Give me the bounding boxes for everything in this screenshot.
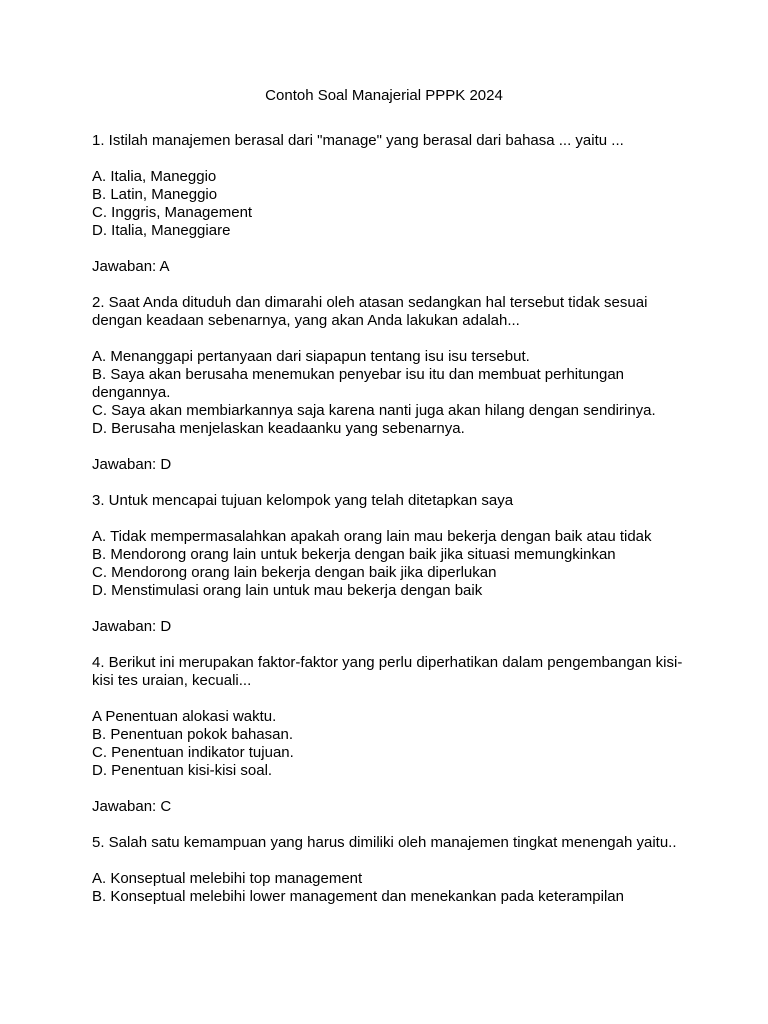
question-text: 4. Berikut ini merupakan faktor-faktor yang perlu diperhatikan dalam pengembangan kisi-kisi tes uraian, kecuali... <box>92 654 683 689</box>
option-c: C. Inggris, Management <box>92 204 253 221</box>
question-5-options <box>92 870 692 906</box>
option-d: D. Penentuan kisi-kisi soal. <box>92 762 273 779</box>
option-a: A. Menanggapi pertanyaan dari siapapun tentang isu isu tersebut. <box>92 348 530 365</box>
question-2-options <box>92 348 692 438</box>
option-d: D. Italia, Maneggiare <box>92 222 231 239</box>
option-a: A Penentuan alokasi waktu. <box>92 708 277 725</box>
question-text: 5. Salah satu kemampuan yang harus dimiliki oleh manajemen tingkat menengah yaitu.. <box>92 834 677 851</box>
option-c: C. Saya akan membiarkannya saja karena nanti juga akan hilang dengan sendirinya. <box>92 402 656 419</box>
option-c: C. Penentuan indikator tujuan. <box>92 744 294 761</box>
question-text: 1. Istilah manajemen berasal dari "manage" yang berasal dari bahasa ... yaitu ... <box>92 132 624 149</box>
answer-text: Jawaban: D <box>92 456 172 473</box>
answer-text: Jawaban: C <box>92 798 172 815</box>
option-d: D. Menstimulasi orang lain untuk mau bekerja dengan baik <box>92 582 483 599</box>
option-c: C. Mendorong orang lain bekerja dengan baik jika diperlukan <box>92 564 497 581</box>
question-3-options <box>92 528 692 600</box>
question-text: 2. Saat Anda dituduh dan dimarahi oleh atasan sedangkan hal tersebut tidak sesuai dengan keadaan sebenarnya, yang akan Anda lakukan adalah... <box>92 294 648 329</box>
question-2-answer <box>92 456 692 474</box>
option-a: A. Italia, Maneggio <box>92 168 217 185</box>
option-b: B. Penentuan pokok bahasan. <box>92 726 293 743</box>
document-title: Contoh Soal Manajerial PPPK 2024 <box>265 87 503 104</box>
option-b: B. Saya akan berusaha menemukan penyebar isu itu dan membuat perhitungan dengannya. <box>92 366 625 401</box>
option-b: B. Konseptual melebihi lower management dan menekankan pada keterampilan <box>92 888 624 905</box>
question-3-answer <box>92 618 692 636</box>
question-1-answer <box>92 258 692 276</box>
question-4 <box>92 654 692 690</box>
option-a: A. Tidak mempermasalahkan apakah orang lain mau bekerja dengan baik atau tidak <box>92 528 652 545</box>
question-1 <box>92 132 692 150</box>
question-5 <box>92 834 692 852</box>
option-d: D. Berusaha menjelaskan keadaanku yang sebenarnya. <box>92 420 465 437</box>
answer-text: Jawaban: D <box>92 618 172 635</box>
document-content <box>92 132 692 924</box>
question-1-options <box>92 168 692 240</box>
option-a: A. Konseptual melebihi top management <box>92 870 363 887</box>
option-b: B. Latin, Maneggio <box>92 186 218 203</box>
question-3 <box>92 492 692 510</box>
question-4-answer <box>92 798 692 816</box>
question-text: 3. Untuk mencapai tujuan kelompok yang telah ditetapkan saya <box>92 492 514 509</box>
question-4-options <box>92 708 692 780</box>
option-b: B. Mendorong orang lain untuk bekerja dengan baik jika situasi memungkinkan <box>92 546 616 563</box>
answer-text: Jawaban: A <box>92 258 170 275</box>
question-2 <box>92 294 692 330</box>
